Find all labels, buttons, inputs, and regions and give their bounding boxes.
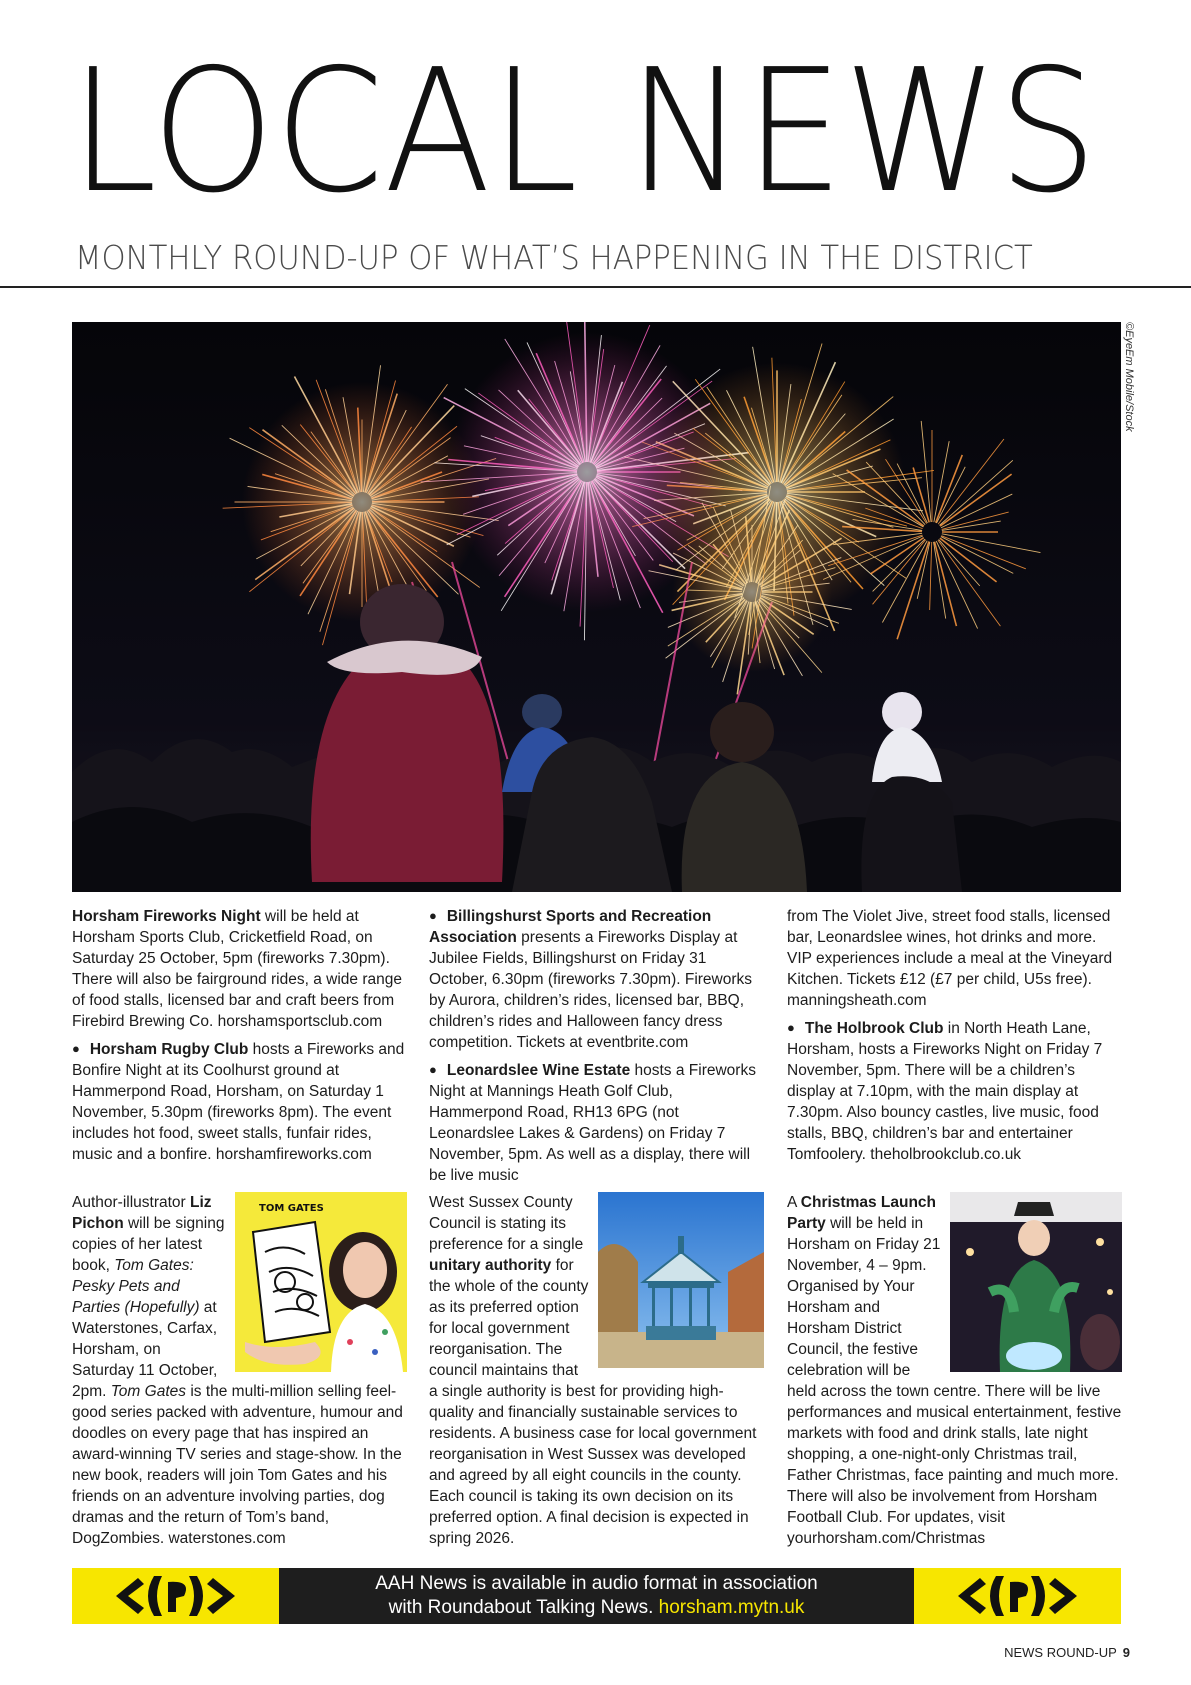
audio-format-banner <box>72 1568 1121 1624</box>
book-cover-photo <box>235 1192 407 1372</box>
event-title: Horsham Rugby Club <box>89 1041 249 1058</box>
audio-banner-text: AAH News is available in audio format in association with Roundabout Talking News. horsham.mytn.uk <box>375 1573 818 1618</box>
christmas-performer-photo <box>950 1192 1122 1372</box>
talking-news-logo-icon <box>914 1568 1121 1624</box>
event-title: Billingshurst Sports and Recreation Association <box>429 908 712 946</box>
event-title: Christmas Launch Party <box>787 1194 937 1232</box>
story-unitary-authority: West Sussex County Council is stating its preference for a single unitary authority for the whole of the county as its preferred option for local government reorganisation. The council maintains that a single authority is best for providing high-quality and financially sustainable services to residents. A business case for local government reorganisation in West Sussex was developed and agreed by all eight councils in the county. Each council is taking its own decision on its preferred option. A final decision is expected in spring 2026. <box>429 1192 764 1549</box>
performer-illustration <box>950 1192 1122 1372</box>
page-title: LOCAL NEWS <box>70 33 1098 231</box>
column-3 <box>787 906 1122 1172</box>
unitary-authority-term: unitary authority <box>429 1257 552 1274</box>
holbrook-club-paragraph: ● The Holbrook Club in North Heath Lane, Horsham, hosts a Fireworks Night on Friday 7 November, 5pm. There will be a children’s display at 7.10pm, with the main display at 7.30pm. Also bouncy castles, live music, food stalls, BBQ, children’s bar and entertainer Tomfoolery. theholbrookclub.co.uk <box>787 1018 1122 1165</box>
billingshurst-paragraph: ● Billingshurst Sports and Recreation Association presents a Fireworks Display at Jubilee Fields, Billingshurst on Friday 31 October, 6.30pm (fireworks 7.30pm). Fireworks by Aurora, children’s rides, licensed bar, BBQ, children’s rides and Halloween fancy dress competition. Tickets at eventbrite.com <box>429 906 764 1053</box>
book-cover-title: TOM GATES <box>259 1203 324 1214</box>
page-footer <box>980 1645 1130 1660</box>
story-book-signing: TOM GATES Author-illustrator Liz Pichon will be signing copies of her latest book, Tom Gates: Pesky Pets and Parties (Hopefully) at Waterstones, Carfax, Horsham, on Saturday 11 October, 2pm. Tom Gates is the multi-million selling feel-good series packed with adventure, humour and doodles on every page that has inspired an award-winning TV series and stage-show. In the new book, readers will join Tom Gates and his friends on an adventure involving parties, dog dramas and the return of Tom’s band, DogZombies. waterstones.com <box>72 1192 407 1549</box>
talking-news-link[interactable]: horsham.mytn.uk <box>658 1597 805 1618</box>
section-name: NEWS ROUND-UP <box>1004 1645 1117 1660</box>
fireworks-night-paragraph: Horsham Fireworks Night will be held at Horsham Sports Club, Cricketfield Road, on Saturday 25 October, 5pm (fireworks 7.30pm). There will also be fairground rides, a wide range of food stalls, licensed bar and craft beers from Firebird Brewing Co. horshamsportsclub.com <box>72 908 402 1030</box>
page-subtitle: MONTHLY ROUND-UP OF WHAT’S HAPPENING IN THE DISTRICT <box>75 238 1033 277</box>
leonardslee-continued-paragraph: from The Violet Jive, street food stalls, licensed bar, Leonardslee wines, hot drinks and more. VIP experiences include a meal at the Vineyard Kitchen. Tickets £12 (£7 per child, U5s free). manningsheath.com <box>787 908 1113 1009</box>
event-title: Leonardslee Wine Estate <box>446 1062 631 1079</box>
header-divider <box>0 286 1191 288</box>
fireworks-illustration <box>72 322 1121 892</box>
hero-fireworks-photo <box>72 322 1121 892</box>
author-book-illustration <box>235 1192 407 1372</box>
page-number: 9 <box>1122 1645 1130 1660</box>
event-title: The Holbrook Club <box>804 1020 944 1037</box>
rugby-club-paragraph: ● Horsham Rugby Club hosts a Fireworks and Bonfire Night at its Coolhurst ground at Hammerpond Road, Horsham, on Saturday 1 November, 5.30pm (fireworks 8pm). The event includes hot food, sweet stalls, funfair rides, music and a bonfire. horshamfireworks.com <box>72 1039 407 1165</box>
masthead <box>70 33 1121 231</box>
story-christmas-launch: A Christmas Launch Party will be held in Horsham on Friday 21 November, 4 – 9pm. Organised by Your Horsham and Horsham District Council, the festive celebration will be held across the town centre. There will be live performances and musical entertainment, festive markets with food and drink stalls, late night shopping, a one-night-only Christmas trail, Father Christmas, face painting and much more. There will also be involvement from Horsham Football Club. For updates, visit yourhorsham.com/Christmas <box>787 1194 1122 1547</box>
bandstand-illustration <box>598 1192 764 1368</box>
book-title: Tom Gates: Pesky Pets and Parties (Hopefully) <box>72 1257 200 1316</box>
talking-news-logo-icon <box>72 1568 279 1624</box>
leonardslee-paragraph: ● Leonardslee Wine Estate hosts a Fireworks Night at Mannings Heath Golf Club, Hammerpond Road, RH13 6PG (not Leonardslee Lakes & Gardens) on Friday 7 November, 5pm. As well as a display, there will be live music <box>429 1060 764 1186</box>
bandstand-photo <box>598 1192 764 1368</box>
column-1 <box>72 906 407 1172</box>
column-2 <box>429 906 764 1193</box>
event-title: Horsham Fireworks Night <box>72 908 261 925</box>
author-name: Liz Pichon <box>72 1194 212 1232</box>
photo-credit: ©EyeEm Mobile/Stock <box>1123 322 1135 432</box>
